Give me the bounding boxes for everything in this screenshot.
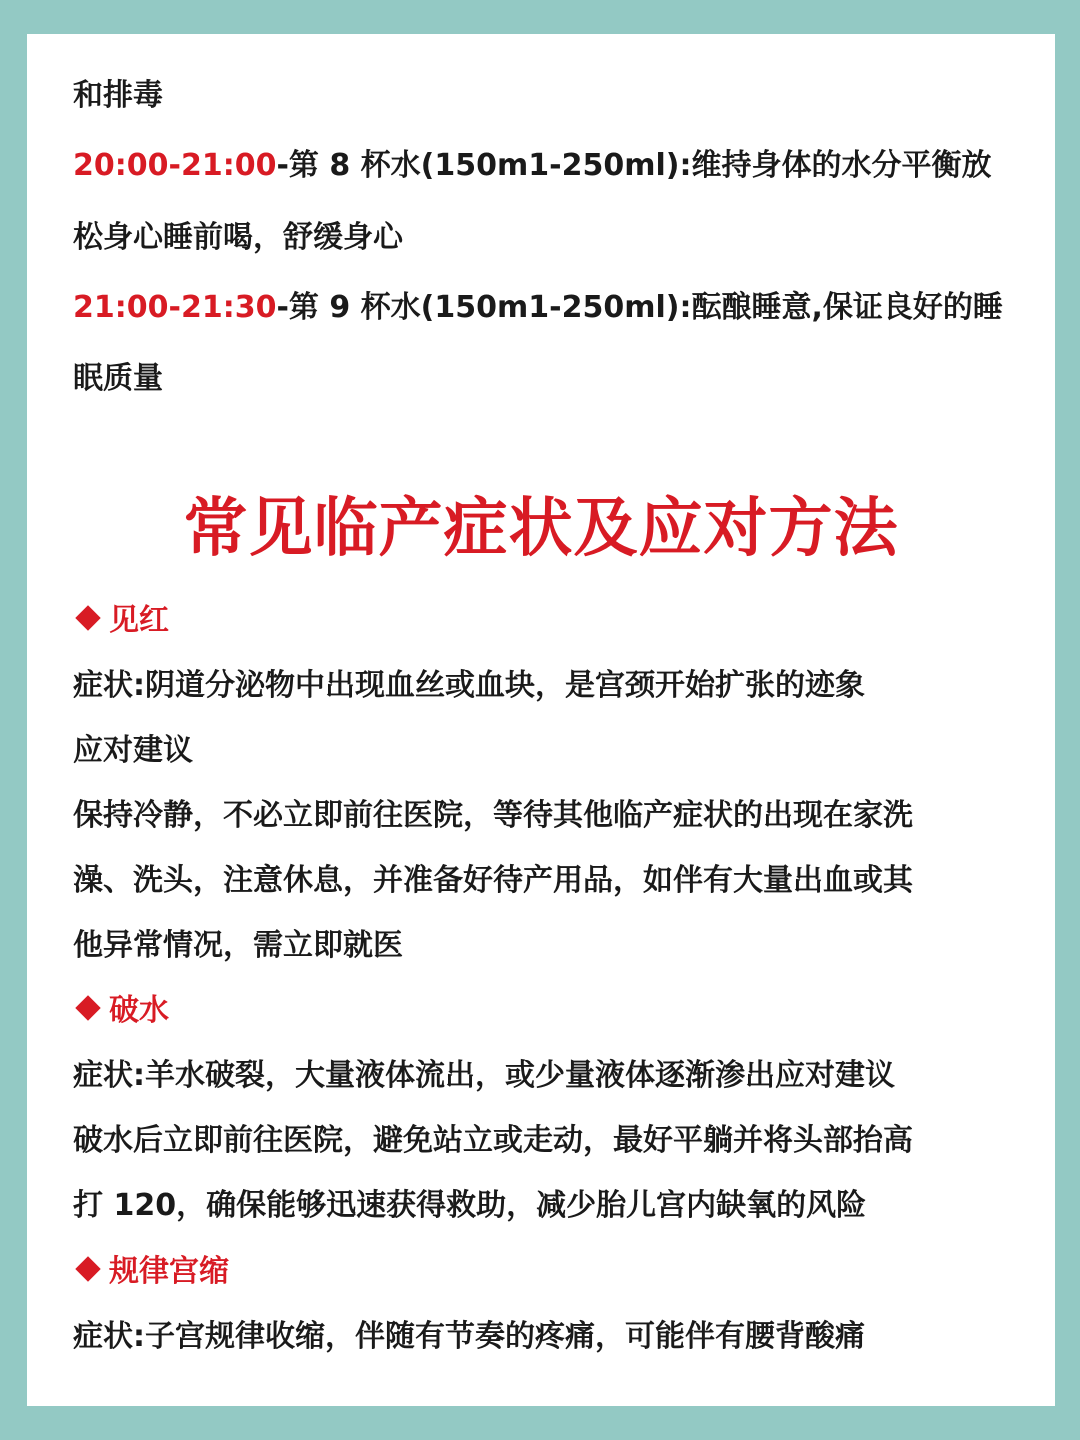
diamond-bullet-icon [75, 995, 100, 1020]
section-heading-contractions [73, 1252, 229, 1292]
s1-line-1: 症状:阴道分泌物中出现血丝或血块，是宫颈开始扩张的迹象 [73, 668, 865, 703]
cup9-description: -第 9 杯水(150m1-250ml):酝酿睡意,保证良好的睡 [276, 290, 1003, 325]
section-heading-text: 见红 [109, 603, 169, 638]
page-title: 常见临产症状及应对方法 [183, 492, 899, 566]
schedule-line-1: 和排毒 [73, 78, 163, 113]
s2-line-1: 症状:羊水破裂，大量液体流出，或少量液体逐渐渗出应对建议 [73, 1058, 895, 1093]
diamond-bullet-icon [75, 1256, 100, 1281]
schedule-cup9-cont: 眠质量 [73, 361, 163, 396]
section-heading-text: 破水 [109, 993, 169, 1028]
schedule-cup8-cont: 松身心睡前喝，舒缓身心 [73, 220, 403, 255]
schedule-cup9 [73, 288, 1003, 328]
s2-line-2: 破水后立即前往医院，避免站立或走动，最好平躺并将头部抬高 [73, 1123, 913, 1158]
s1-line-4: 澡、洗头，注意休息，并准备好待产用品，如伴有大量出血或其 [73, 863, 913, 898]
s1-line-2: 应对建议 [73, 733, 193, 768]
diamond-bullet-icon [75, 605, 100, 630]
time-range-cup8: 20:00-21:00 [73, 148, 277, 183]
schedule-cup8 [73, 146, 991, 186]
s1-line-3: 保持冷静，不必立即前往医院，等待其他临产症状的出现在家洗 [73, 798, 913, 833]
s2-line-3: 打 120，确保能够迅速获得救助，减少胎儿宫内缺氧的风险 [73, 1188, 867, 1223]
section-heading-text: 规律宫缩 [109, 1254, 229, 1289]
s3-line-1: 症状:子宫规律收缩，伴随有节奏的疼痛，可能伴有腰背酸痛 [73, 1319, 865, 1354]
cup8-description: -第 8 杯水(150m1-250ml):维持身体的水分平衡放 [276, 148, 992, 183]
section-heading-bloody-show [73, 601, 169, 641]
content-card [27, 34, 1055, 1406]
s1-line-5: 他异常情况，需立即就医 [73, 928, 403, 963]
time-range-cup9: 21:00-21:30 [73, 290, 277, 325]
section-heading-water-breaking [73, 991, 169, 1031]
